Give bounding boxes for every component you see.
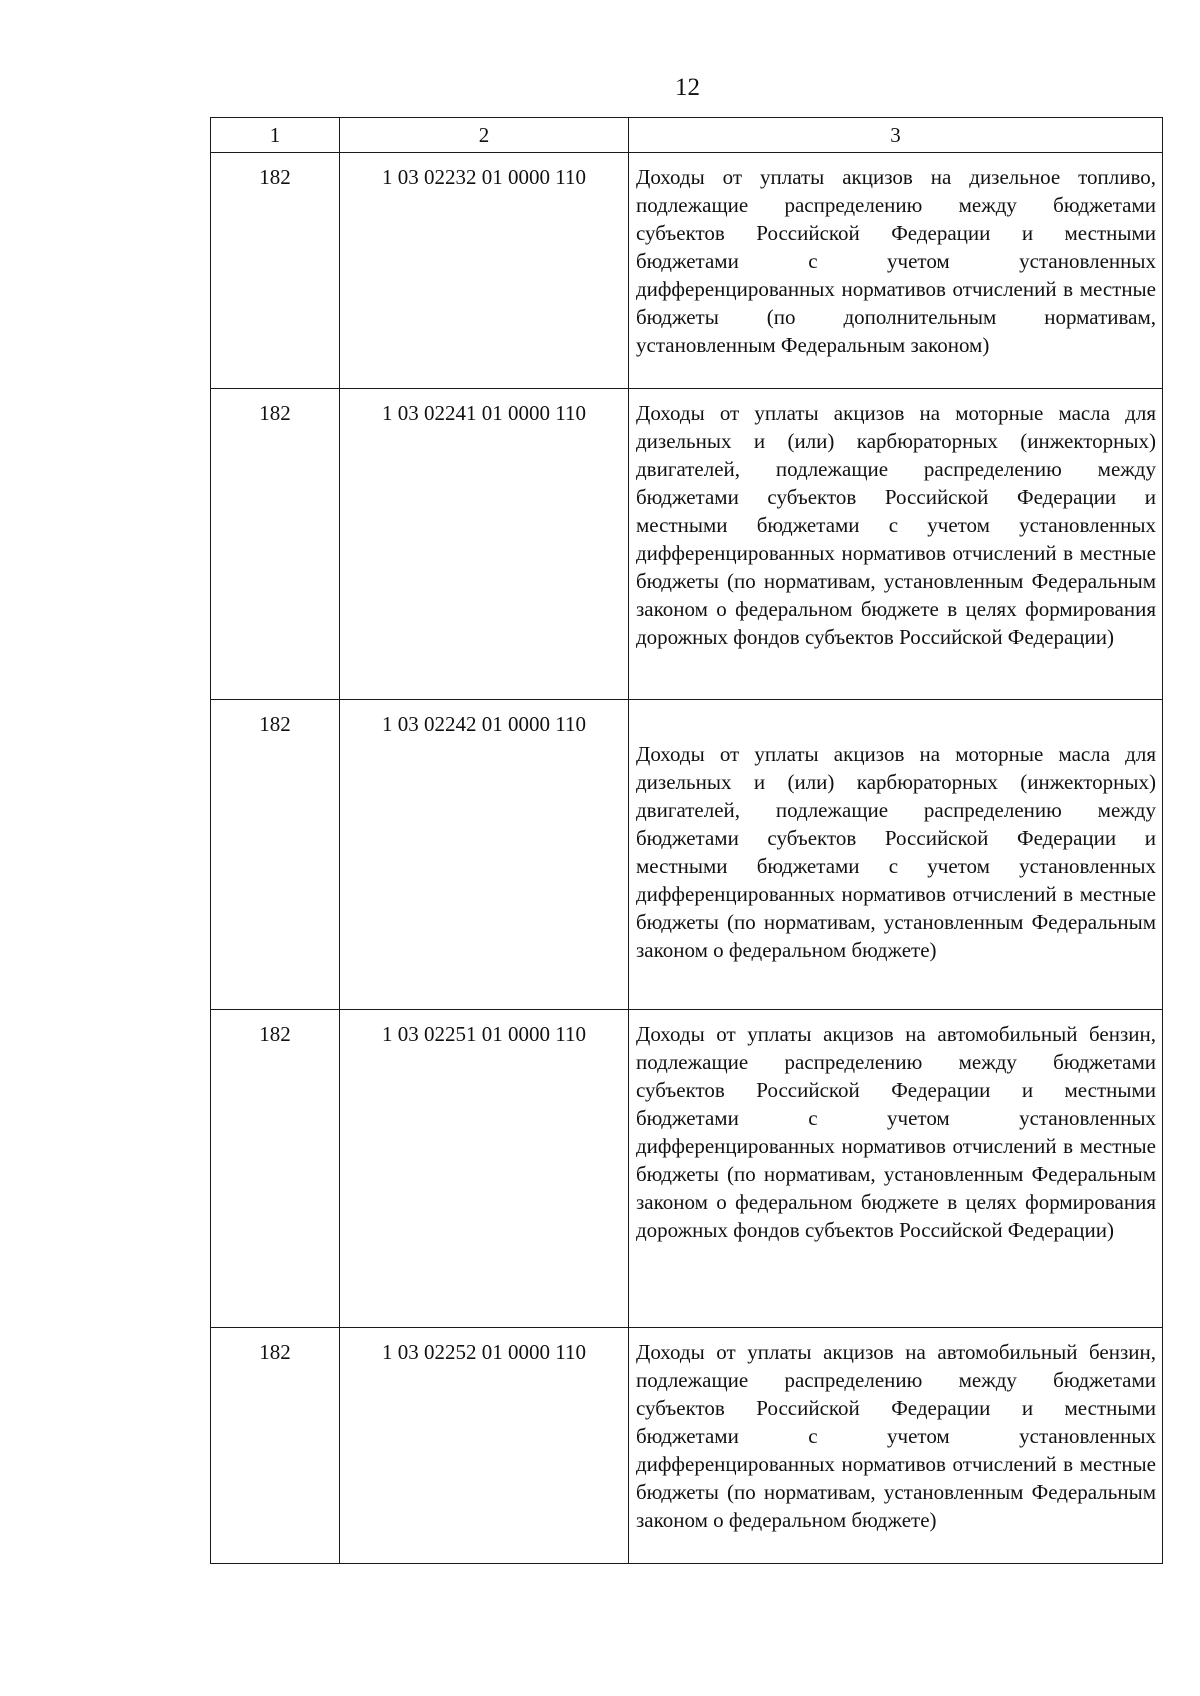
revenue-description-cell: Доходы от уплаты акцизов на автомобильный бензин, подлежащие распределению между бюджетами субъектов Российской Федерации и местными бюджетами с учетом установленных дифференцированных нормативов отчислений в местные бюджеты (по нормативам, установленным Федеральным законом о федеральном бюджете) — [629, 1328, 1163, 1564]
admin-code-cell: 182 — [211, 1328, 340, 1564]
admin-code-cell: 182 — [211, 153, 340, 389]
admin-code-cell: 182 — [211, 1010, 340, 1328]
table-header-row — [211, 118, 1163, 153]
admin-code-cell: 182 — [211, 389, 340, 700]
table-row — [211, 1010, 1163, 1328]
table-row — [211, 153, 1163, 389]
kbk-code-cell: 1 03 02252 01 0000 110 — [340, 1328, 629, 1564]
table-row — [211, 700, 1163, 1010]
kbk-code-cell: 1 03 02241 01 0000 110 — [340, 389, 629, 700]
table-row — [211, 389, 1163, 700]
budget-revenue-table — [210, 117, 1163, 1564]
kbk-code-cell: 1 03 02232 01 0000 110 — [340, 153, 629, 389]
column-header-1: 1 — [211, 118, 340, 153]
revenue-description-cell: Доходы от уплаты акцизов на моторные масла для дизельных и (или) карбюраторных (инжекторных) двигателей, подлежащие распределению между бюджетами субъектов Российской Федерации и местными бюджетами с учетом установленных дифференцированных нормативов отчислений в местные бюджеты (по нормативам, установленным Федеральным законом о федеральном бюджете) — [629, 700, 1163, 1010]
revenue-description-cell: Доходы от уплаты акцизов на моторные масла для дизельных и (или) карбюраторных (инжекторных) двигателей, подлежащие распределению между бюджетами субъектов Российской Федерации и местными бюджетами с учетом установленных дифференцированных нормативов отчислений в местные бюджеты (по нормативам, установленным Федеральным законом о федеральном бюджете в целях формирования дорожных фондов субъектов Российской Федерации) — [629, 389, 1163, 700]
column-header-2: 2 — [340, 118, 629, 153]
revenue-description-cell: Доходы от уплаты акцизов на автомобильный бензин, подлежащие распределению между бюджетами субъектов Российской Федерации и местными бюджетами с учетом установленных дифференцированных нормативов отчислений в местные бюджеты (по нормативам, установленным Федеральным законом о федеральном бюджете в целях формирования дорожных фондов субъектов Российской Федерации) — [629, 1010, 1163, 1328]
admin-code-cell: 182 — [211, 700, 340, 1010]
table-row — [211, 1328, 1163, 1564]
column-header-3: 3 — [629, 118, 1163, 153]
kbk-code-cell: 1 03 02251 01 0000 110 — [340, 1010, 629, 1328]
page-number: 12 — [675, 74, 700, 101]
revenue-description-cell: Доходы от уплаты акцизов на дизельное топливо, подлежащие распределению между бюджетами субъектов Российской Федерации и местными бюджетами с учетом установленных дифференцированных нормативов отчислений в местные бюджеты (по дополнительным нормативам, установленным Федеральным законом) — [629, 153, 1163, 389]
kbk-code-cell: 1 03 02242 01 0000 110 — [340, 700, 629, 1010]
